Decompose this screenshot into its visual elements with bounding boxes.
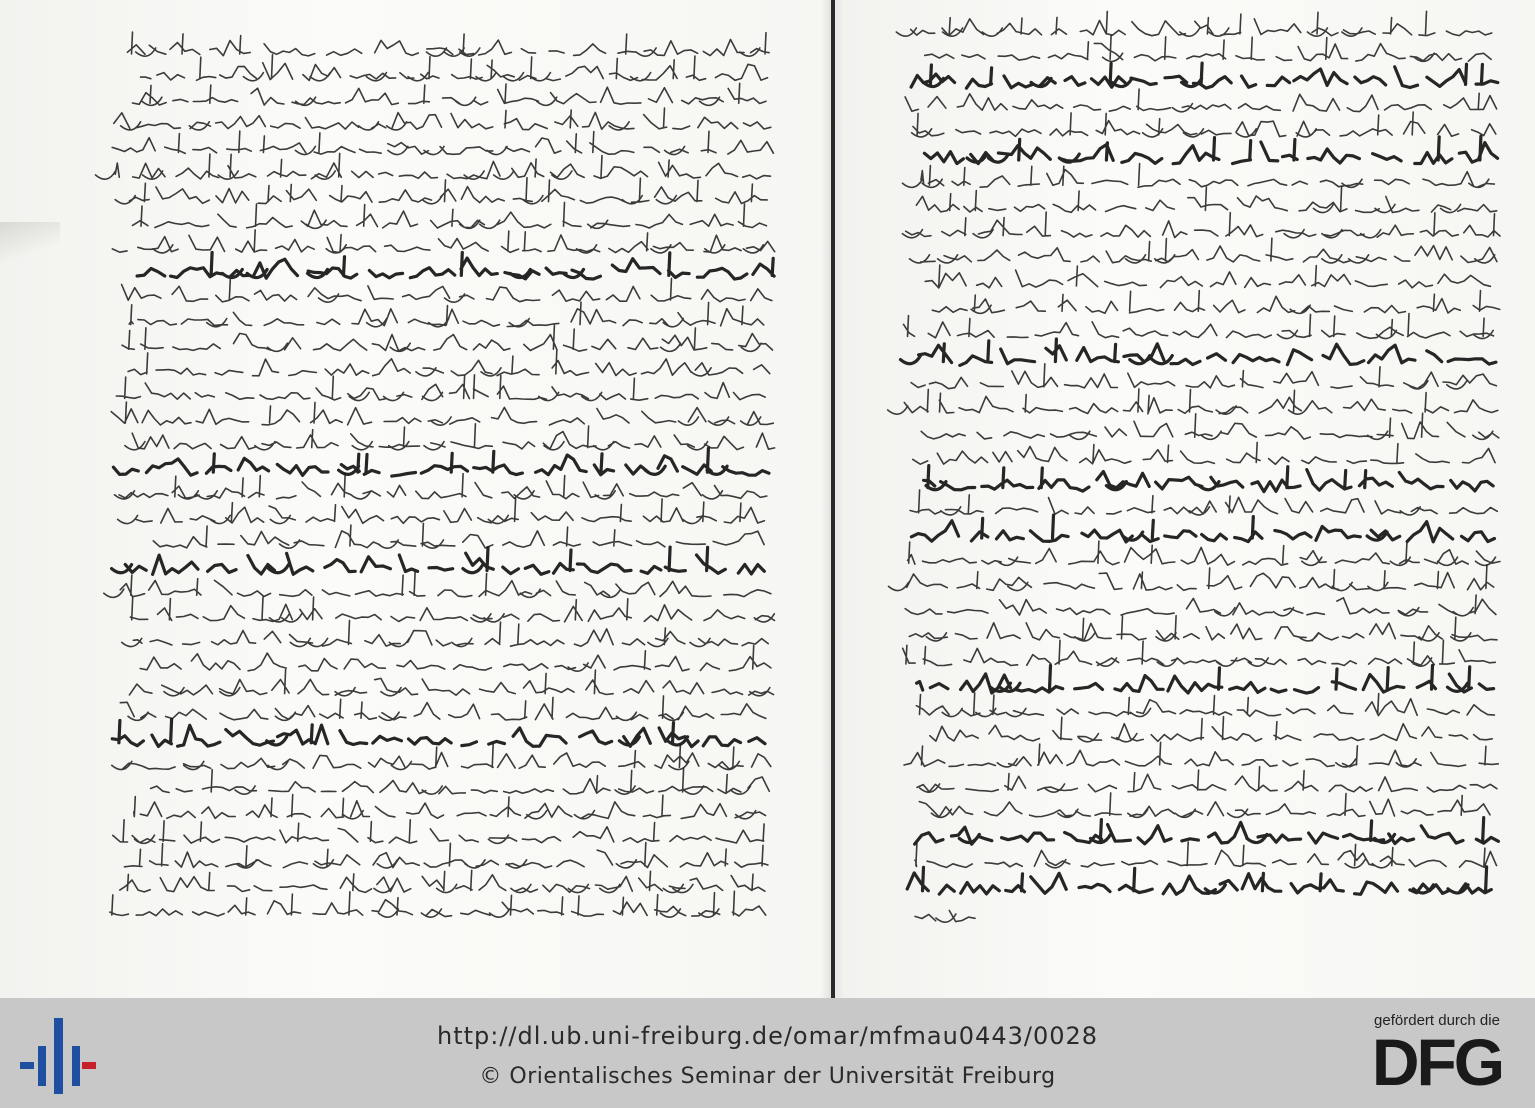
permalink-url[interactable]: http://dl.ub.uni-freiburg.de/omar/mfmau0443/0028 xyxy=(436,1022,1099,1050)
left-page-text-line xyxy=(151,768,770,794)
left-page-text-line xyxy=(112,719,765,746)
right-page-text-line xyxy=(902,212,1500,238)
dfg-logo: DFG xyxy=(1371,1034,1503,1090)
right-page-text-line xyxy=(917,666,1494,694)
left-page-text-line xyxy=(112,744,771,770)
left-page-text-line xyxy=(120,696,766,720)
right-page-text-line xyxy=(915,911,975,923)
left-page-text-line xyxy=(129,670,773,696)
left-page-text-line xyxy=(134,795,766,819)
left-page-text-line xyxy=(122,325,773,351)
copyright-notice: © Orientalisches Seminar der Universität Freiburg xyxy=(479,1064,1056,1089)
right-page-text-line xyxy=(916,693,1494,717)
left-page-text-line xyxy=(137,253,774,280)
left-page-text-line xyxy=(114,108,771,130)
left-page-text-line xyxy=(113,448,769,476)
right-page-text-line xyxy=(905,595,1496,616)
left-page-text-line xyxy=(96,153,771,179)
right-page-text-line xyxy=(924,136,1497,164)
left-page-text-line xyxy=(122,278,772,302)
right-page-text-line xyxy=(911,63,1498,88)
left-page-text-line xyxy=(104,572,771,597)
left-page-text-line xyxy=(113,820,764,844)
right-page-text-line xyxy=(904,742,1498,767)
right-page-text-line xyxy=(888,389,1498,414)
right-page-text-line xyxy=(905,89,1497,112)
right-page-text-line xyxy=(932,291,1499,314)
right-page-text-line xyxy=(917,767,1497,792)
left-page-text-line xyxy=(120,870,765,892)
right-page-text-line xyxy=(921,413,1499,439)
right-page-text-line xyxy=(909,616,1497,641)
right-page-text-line xyxy=(915,818,1499,845)
right-page-text-line xyxy=(896,11,1491,36)
footer-bar xyxy=(0,998,1535,1108)
right-page-text-line xyxy=(911,515,1494,542)
right-page-text-line xyxy=(930,717,1492,742)
right-page-text-line xyxy=(919,793,1490,817)
right-page-text-line xyxy=(916,187,1496,213)
left-page-text-line xyxy=(112,230,774,253)
right-page-text-line xyxy=(903,164,1495,188)
left-page-text-line xyxy=(133,202,767,228)
left-page-text-line xyxy=(141,55,768,81)
right-page-text-line xyxy=(904,314,1494,339)
right-page-text-line xyxy=(915,842,1497,868)
left-page-text-line xyxy=(112,131,773,154)
left-page-text-line xyxy=(118,499,765,524)
left-page-text-line xyxy=(111,402,773,425)
right-page-text-line xyxy=(913,442,1495,464)
left-page-text-line xyxy=(115,473,767,499)
funding-note: gefördert durch die xyxy=(1374,1012,1500,1029)
left-page-text-line xyxy=(125,424,775,450)
right-page-text-line xyxy=(925,265,1490,288)
left-page-text-line xyxy=(110,891,766,917)
right-page-text-line xyxy=(910,238,1497,263)
left-page-text-line xyxy=(115,178,767,204)
right-page-text-line xyxy=(925,36,1491,62)
right-page-text-line xyxy=(901,339,1496,365)
left-page-text-line xyxy=(124,843,768,868)
right-page-text-line xyxy=(911,364,1496,389)
right-page-text-line xyxy=(924,466,1494,492)
right-page-text-line xyxy=(907,867,1491,894)
left-page-text-line xyxy=(130,597,774,622)
left-page-text-line xyxy=(116,375,765,401)
right-page-text-line xyxy=(912,112,1496,137)
right-page-text-line xyxy=(908,541,1500,565)
right-page-text-line xyxy=(910,490,1497,515)
right-page-text-line xyxy=(903,640,1496,666)
left-page-text-line xyxy=(140,646,771,672)
left-page-text-line xyxy=(153,523,764,548)
left-page-text-line xyxy=(129,302,764,327)
left-page-text-line xyxy=(112,547,765,574)
left-page-text-line xyxy=(133,83,767,105)
left-page-text-line xyxy=(128,351,770,376)
right-page-text-line xyxy=(889,565,1494,590)
left-page-text-line xyxy=(127,32,769,56)
left-page-text-line xyxy=(122,620,769,646)
